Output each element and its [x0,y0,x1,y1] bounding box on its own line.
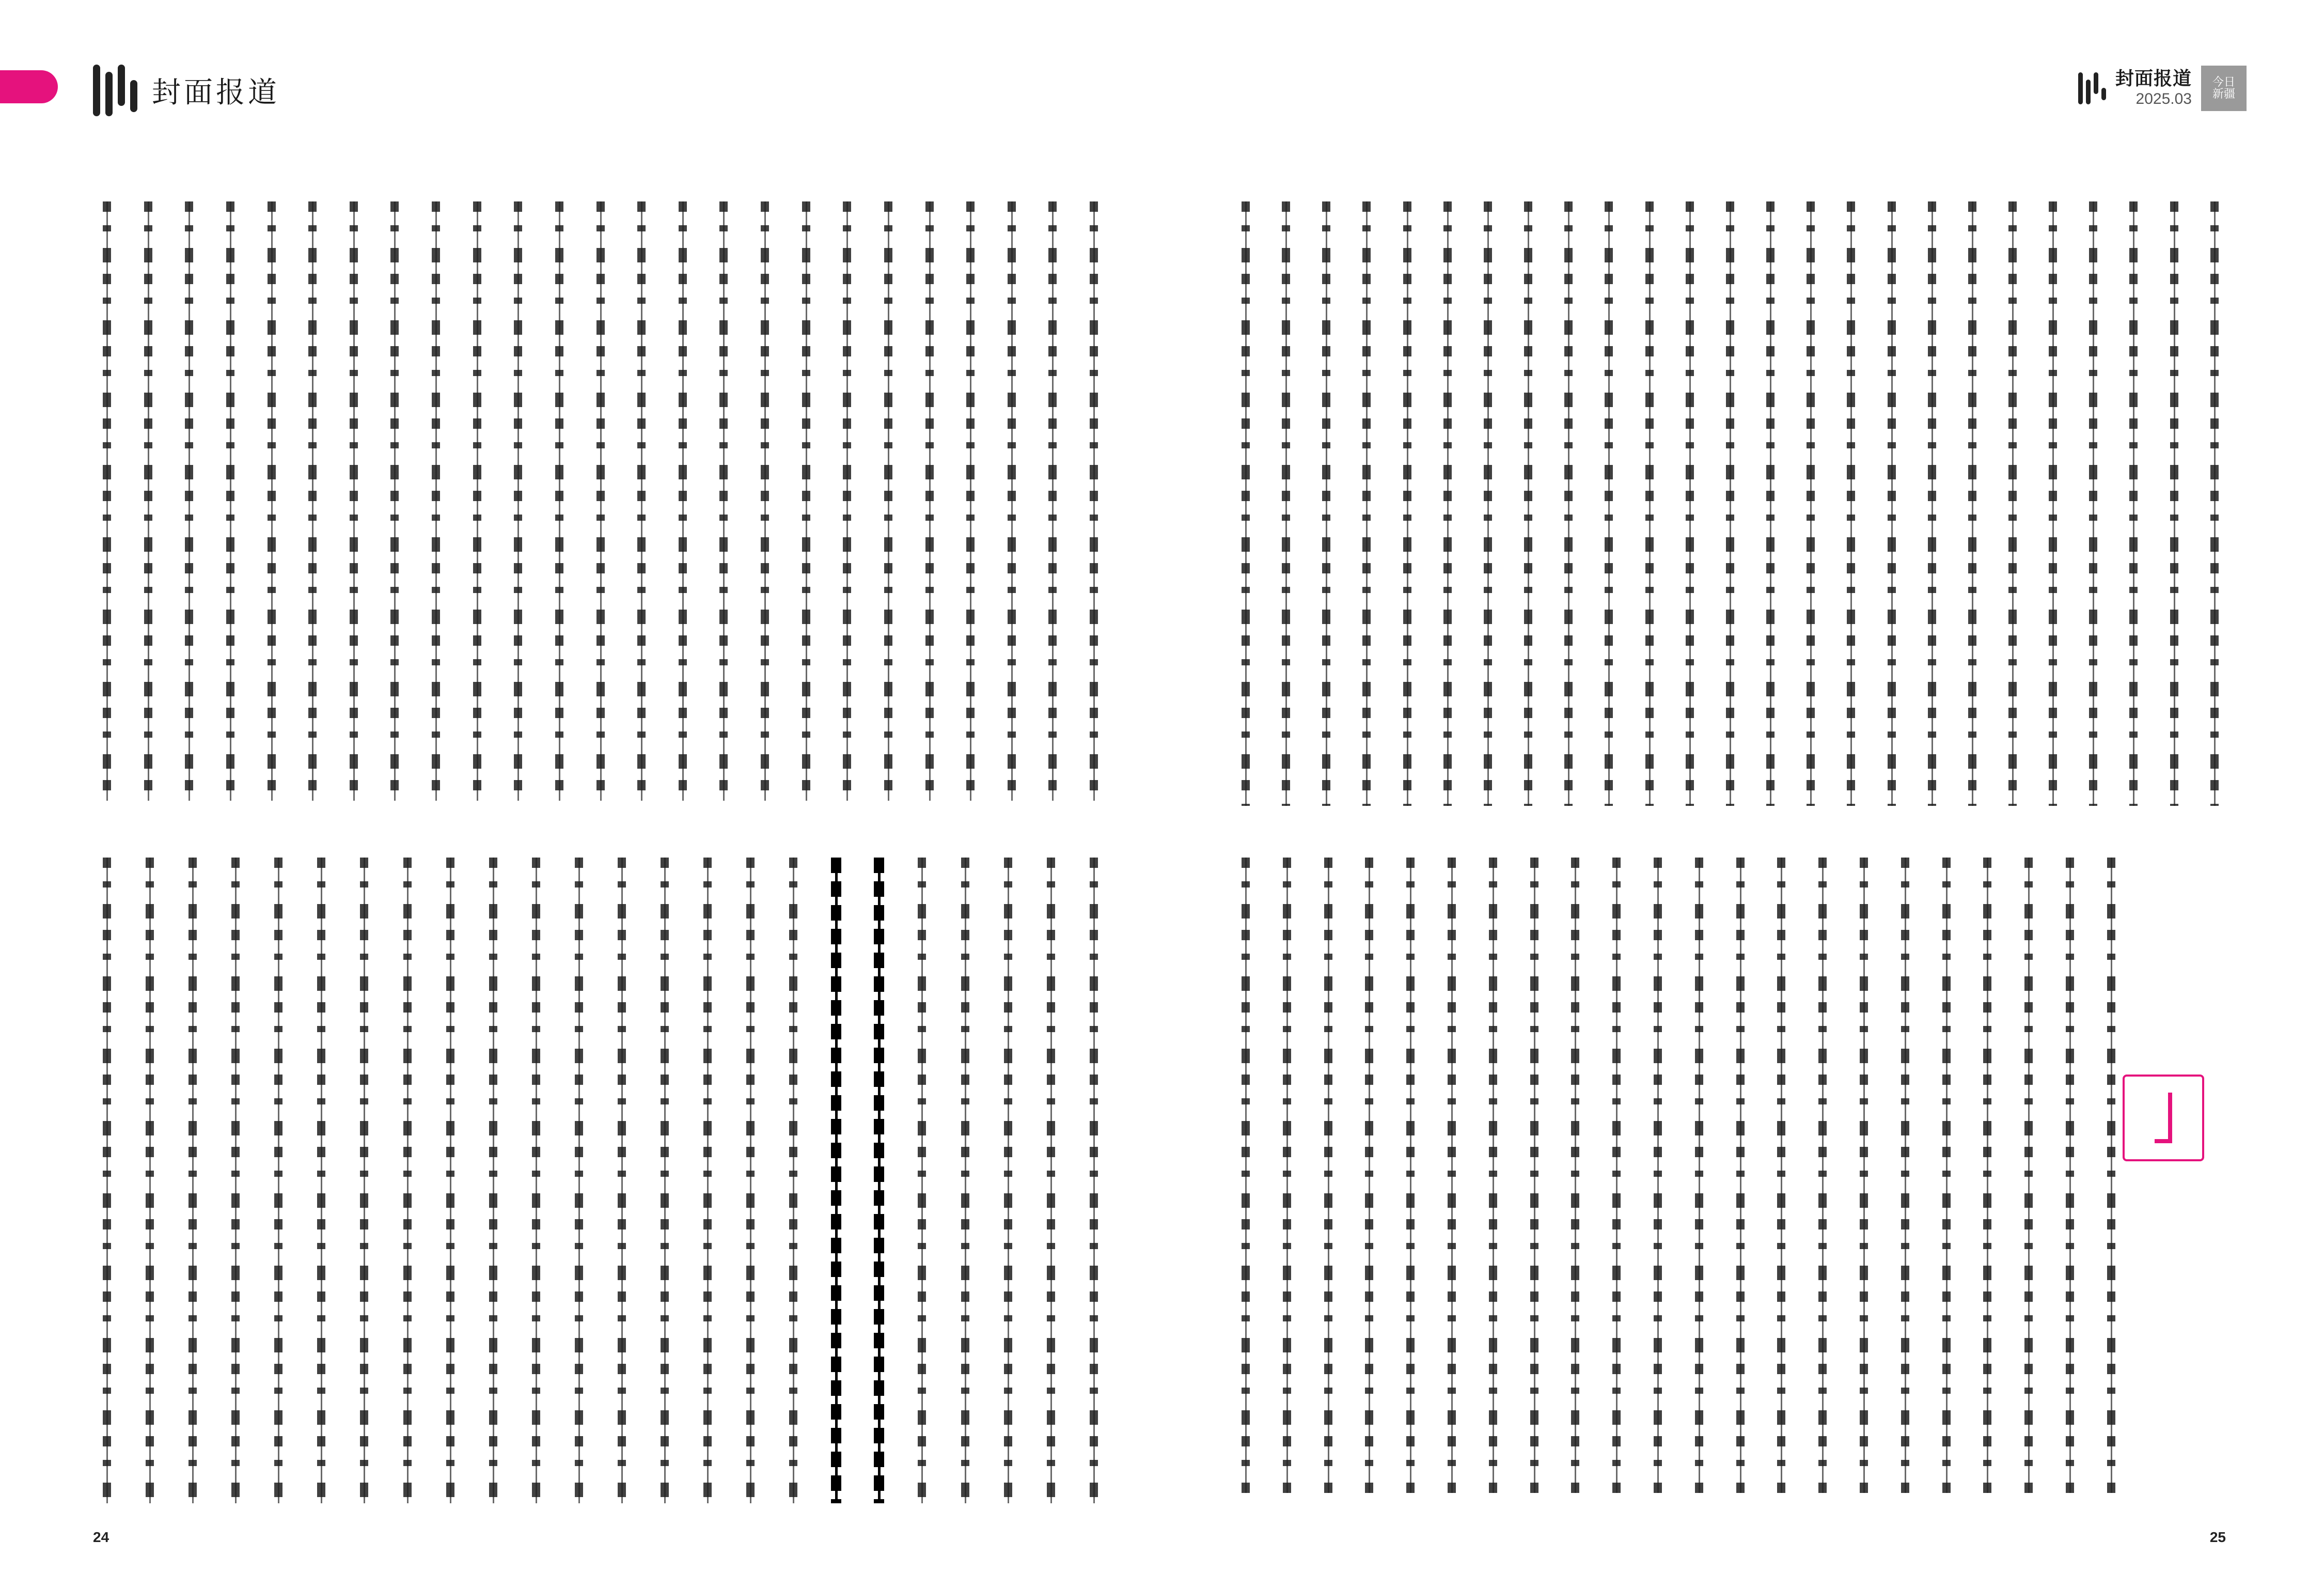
right-page-header [2078,65,2247,112]
text-line [923,201,936,801]
text-line [1482,201,1494,806]
text-line [553,201,566,801]
text-line [2087,201,2099,806]
text-line [401,858,414,1503]
text-line [635,201,648,801]
text-line [1441,201,1454,806]
text-line [744,858,757,1503]
text-line [841,201,853,801]
text-line [1899,858,1911,1493]
text-line [224,201,237,801]
text-line [430,201,442,801]
text-line [444,858,457,1503]
text-line [183,201,195,801]
right-page-number: 25 [2209,1529,2226,1545]
text-line [573,858,585,1503]
text-line [1522,201,1534,806]
text-line [717,201,730,801]
text-line [2168,201,2180,806]
text-line [1045,858,1057,1503]
left-page-header [93,62,280,119]
text-line [1610,858,1623,1493]
text-line [1724,201,1736,806]
text-line [1280,201,1292,806]
right-page-lower-text-block [1239,858,2117,1493]
text-line [658,858,671,1503]
text-line [1569,858,1581,1493]
text-line [616,858,628,1503]
text-line [1281,858,1293,1493]
magazine-logo [2201,66,2247,111]
text-line [964,201,977,801]
caption-bracket-icon [2155,1093,2172,1143]
text-line [1239,858,1252,1493]
accent-tab [0,70,58,103]
text-line [1643,201,1656,806]
text-line [1002,858,1014,1503]
text-line [1940,858,1953,1493]
text-line [1562,201,1575,806]
text-line [787,858,799,1503]
text-line [800,201,812,801]
text-line [2105,858,2117,1493]
text-line [272,858,285,1503]
text-line [229,858,242,1503]
right-section-title: 封面报道 [2115,68,2192,89]
mongolian-script-mark [93,65,137,116]
text-line [2022,858,2035,1493]
text-line [1693,858,1705,1493]
text-line [530,858,542,1503]
text-line [1088,858,1100,1503]
left-page-number: 24 [93,1529,109,1545]
text-line [1322,858,1334,1493]
text-line [1446,858,1458,1493]
text-line [186,858,199,1503]
section-heading-line [830,858,842,1503]
text-line [1775,858,1787,1493]
text-line [1966,201,1978,806]
text-line [1528,858,1541,1493]
text-line [265,201,278,801]
text-line [1487,858,1499,1493]
text-line [1603,201,1615,806]
left-section-title: 封面报道 [152,76,280,110]
text-line [1006,201,1018,801]
text-line [1926,201,1938,806]
text-line [2006,201,2019,806]
text-line [1239,201,1252,806]
text-line [759,201,771,801]
right-header-stack [2115,70,2192,107]
text-line [471,201,483,801]
text-line [1363,858,1375,1493]
text-line [315,858,327,1503]
text-line [1804,201,1817,806]
text-line [388,201,401,801]
text-line [1734,858,1747,1493]
text-line [1684,201,1696,806]
text-line [882,201,894,801]
text-line [348,201,360,801]
text-line [1088,201,1100,801]
text-line [1320,201,1332,806]
issue-date: 2025.03 [2135,90,2192,107]
text-line [701,858,714,1503]
photo-caption-marker [2123,1075,2204,1161]
text-line [959,858,971,1503]
text-line [101,858,113,1503]
text-line [1046,201,1059,801]
text-line [512,201,524,801]
logo-line-2: 新疆 [2212,88,2235,101]
text-line [487,858,499,1503]
text-line [1401,201,1414,806]
text-line [358,858,370,1503]
text-line [1886,201,1898,806]
left-page-upper-text-block [101,201,1100,801]
left-page-lower-text-block [101,858,1100,1503]
text-line [2127,201,2140,806]
text-line [1764,201,1777,806]
section-heading-line [873,858,885,1503]
text-line [1845,201,1857,806]
mongolian-script-mark [2078,72,2106,104]
text-line [916,858,928,1503]
text-line [1816,858,1829,1493]
text-line [2047,201,2059,806]
text-line [144,858,156,1503]
text-line [594,201,607,801]
text-line [1858,858,1870,1493]
text-line [677,201,689,801]
text-line [1981,858,1993,1493]
text-line [142,201,154,801]
text-line [306,201,319,801]
text-line [1652,858,1664,1493]
text-line [1404,858,1417,1493]
text-line [101,201,113,801]
right-page-upper-text-block [1239,201,2221,806]
logo-line-1: 今日 [2212,75,2235,89]
text-line [2208,201,2221,806]
text-line [1360,201,1373,806]
text-line [2064,858,2076,1493]
